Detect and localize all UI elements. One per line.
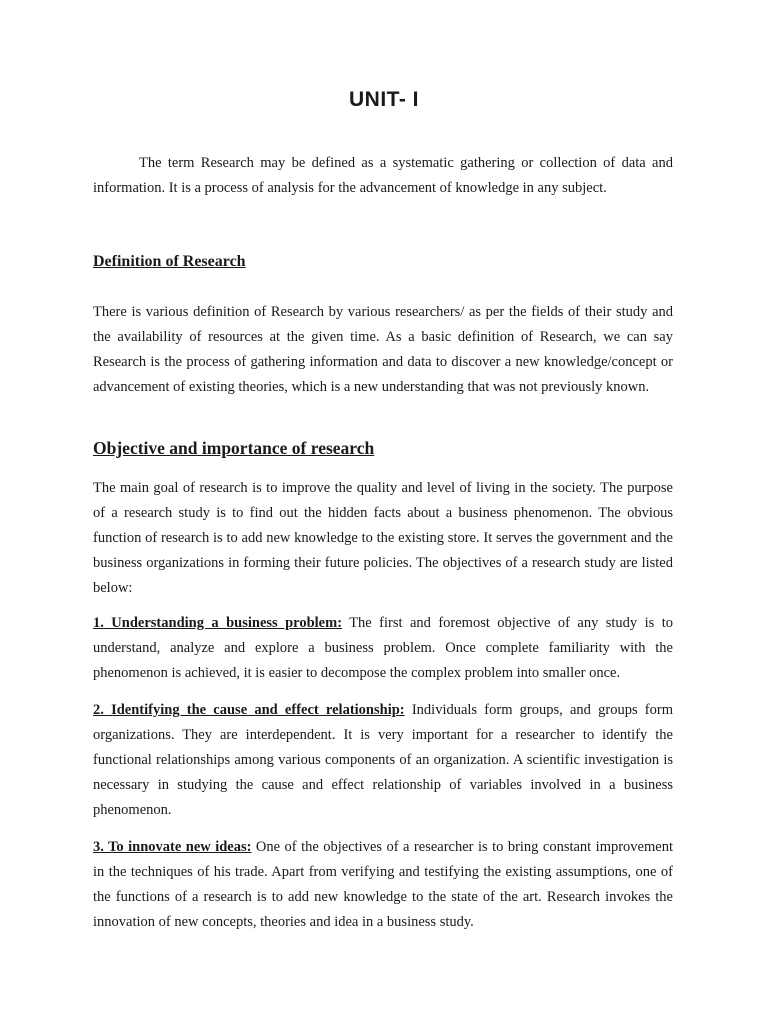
objective-item-1-text: The first and foremost objective of any study is to understand, analyze and explore a business problem. Once complete familiarity with the phenomenon is achieved, it is easier to decompose the complex problem into smaller once. [93,615,673,681]
definition-heading: Definition of Research [93,253,246,270]
objective-item-1-lead: 1. Understanding a business problem: [93,615,343,631]
objective-item-3-lead: 3. To innovate new ideas: [93,839,252,855]
intro-paragraph: The term Research may be defined as a systematic gathering or collection of data and information. It is a process of analysis for the advancement of knowledge in any subject. [93,155,673,196]
objective-item-3-text: One of the objectives of a researcher is to bring constant improvement in the techniques of his trade. Apart from verifying and testifying the existing assumptions, one of the functions of a research is to add new knowledge to the state of the art. Research invokes the innovation of new concepts, theories and idea in a business study. [93,839,673,930]
objective-item-2-text: Individuals form groups, and groups form organizations. They are interdependent. It is very important for a researcher to identify the functional relationships among various components of an organization. A scientific investigation is necessary in studying the cause and effect relationship of variables involved in a business phenomenon. [93,702,673,818]
objective-paragraph: The main goal of research is to improve the quality and level of living in the society. The purpose of a research study is to find out the hidden facts about a business phenomenon. The obvious function of research is to add new knowledge to the existing store. It serves the government and the business organizations in forming their future policies. The objectives of a research study are listed below: [93,480,673,596]
objective-heading: Objective and importance of research [93,438,375,458]
objective-item-1 [93,611,673,686]
definition-paragraph: There is various definition of Research by various researchers/ as per the fields of their study and the availability of resources at the given time. As a basic definition of Research, we can say Research is the process of gathering information and data to discover a new knowledge/concept or advancement of existing theories, which is a new understanding that was not previously known. [93,304,673,395]
page-title: UNIT- I [349,88,419,111]
objective-item-2 [93,698,673,823]
objective-item-2-lead: 2. Identifying the cause and effect relationship: [93,702,405,718]
objective-item-3 [93,835,673,935]
